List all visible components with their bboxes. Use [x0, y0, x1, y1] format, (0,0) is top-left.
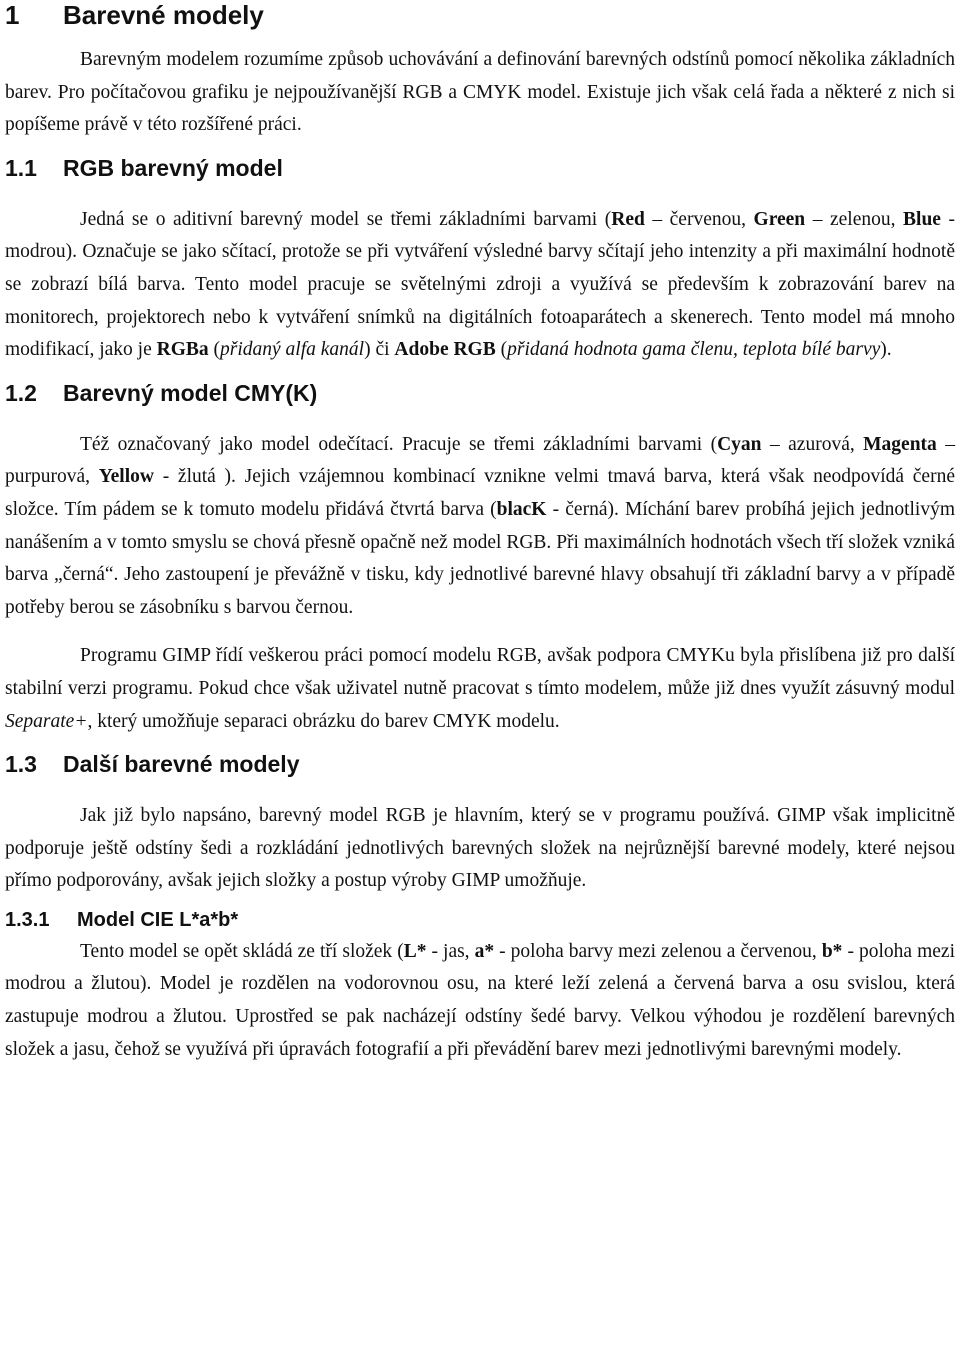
term-magenta: Magenta — [863, 433, 937, 455]
text-run: Jedná se o aditivní barevný model se třemi základními barvami ( — [80, 208, 612, 230]
text-run: – červenou, — [644, 208, 754, 230]
text-run: – zelenou, — [805, 208, 904, 230]
term-blue: Blue — [903, 208, 941, 230]
term-cyan: Cyan — [717, 433, 762, 455]
text-run: - jas, — [426, 940, 475, 962]
text-run: , který umožňuje separaci obrázku do barev CMYK modelu. — [87, 710, 560, 732]
section-number: 1.3 — [5, 751, 37, 778]
text-run: ). — [880, 339, 892, 361]
term-a: a* — [474, 940, 495, 962]
text-run: – purpurová, — [5, 433, 955, 488]
paragraph-gimp-cmyk — [5, 640, 955, 738]
text-run: – azurová, — [761, 433, 864, 455]
paragraph-other-models: Jak již bylo napsáno, barevný model RGB je hlavním, který se v programu používá. GIMP však implicitně podporuje ještě odstíny šedi a rozkládání jednotlivých barevných složek na nejrůznější barevné modely, které nejsou přímo podporovány, avšak jejich složky a postup výroby GIMP umožňuje. — [5, 805, 955, 892]
text-run: Tento model se opět skládá ze tří složek ( — [80, 940, 404, 962]
heading-section-1-3-1 — [5, 908, 955, 932]
text-run: - žlutá ). Jejich vzájemnou kombinací vznikne velmi tmavá barva, která však neodpovídá černé složce. Tím pádem se k tomuto modelu přidává čtvrtá barva ( — [5, 466, 955, 520]
text-run: - černá). Míchání barev probíhá jejich jednotlivým nanášením a v tomto smyslu se chová přesně opačně než model RGB. Při maximálních hodnotách všech tří složek vzniká barva „černá“. Jeho zastoupení je převážně v tisku, kdy jednotlivé barevné hlavy obsahují tři základní barvy a v případě potřeby berou se zásobníku s barvou černou. — [5, 498, 955, 618]
term-yellow: Yellow — [98, 466, 154, 488]
section-number: 1.3.1 — [5, 908, 50, 931]
term-green: Green — [753, 208, 806, 230]
text-run: ( — [208, 339, 221, 361]
note-rgba: přidaný alfa kanál — [220, 339, 365, 361]
term-red: Red — [611, 208, 645, 230]
term-separate-plugin: Separate+ — [5, 710, 88, 732]
section-title: Model CIE L*a*b* — [77, 908, 239, 931]
term-b: b* — [821, 940, 843, 962]
term-rgba: RGBa — [156, 339, 209, 361]
text-run: Programu GIMP řídí veškerou práci pomocí modelu RGB, avšak podpora CMYKu byla přislíbena již pro další stabilní verzi programu. Pokud chce však uživatel nutně pracovat s tímto modelem, může již dnes využít zásuvný modul — [5, 645, 955, 699]
section-title: Barevné modely — [63, 0, 264, 30]
heading-section-1-1 — [5, 154, 955, 182]
paragraph-cie-lab — [5, 936, 955, 1066]
section-number: 1 — [5, 0, 20, 30]
text-run: - poloha mezi modrou a žlutou). Model je rozdělen na vodorovnou osu, na které leží zelená a červená barva a osu svislou, která zastupuje modrou a žlutou. Uprostřed se pak nacházejí odstíny šedé barvy. Velkou výhodou je rozdělení barevných složek a jasu, čehož se využívá při úpravách fotografií a při převádění barev mezi jednotlivými barevnými modely. — [5, 940, 955, 1060]
text-run: - poloha barvy mezi zelenou a červenou, — [494, 940, 822, 962]
heading-section-1-3 — [5, 750, 955, 778]
term-adobe-rgb: Adobe RGB — [394, 339, 496, 361]
heading-section-1 — [5, 0, 955, 30]
term-black: blacK — [496, 498, 547, 520]
note-adobe-rgb: přidaná hodnota gama členu, teplota bílé barvy — [507, 339, 881, 361]
section-title: Barevný model CMY(K) — [63, 379, 318, 406]
section-title: Další barevné modely — [63, 751, 300, 778]
paragraph-rgb — [5, 204, 955, 367]
paragraph-intro: Barevným modelem rozumíme způsob uchovávání a definování barevných odstínů pomocí několika základních barev. Pro počítačovou grafiku je nejpoužívanější RGB a CMYK model. Existuje jich však celá řada a některé z nich si popíšeme právě v této rozšířené práci. — [5, 49, 955, 136]
term-l: L* — [403, 940, 427, 962]
text-run: Též označovaný jako model odečítací. Pracuje se třemi základními barvami ( — [80, 433, 718, 455]
heading-section-1-2 — [5, 379, 955, 407]
text-run: ) či — [364, 339, 395, 361]
text-run: - modrou). Označuje se jako sčítací, protože se při vytváření výsledné barvy sčítají jeho intenzity a při maximální hodnotě se zobrazí bílá barva. Tento model pracuje se světelnými zdroji a využívá se především k zobrazování barev na monitorech, projektorech nebo k vytváření snímků na digitálních fotoaparátech a skenerech. Tento model má mnoho modifikací, jako je — [5, 208, 955, 361]
paragraph-cmyk — [5, 429, 955, 625]
section-number: 1.1 — [5, 154, 37, 181]
text-run: ( — [495, 339, 508, 361]
section-number: 1.2 — [5, 379, 37, 406]
section-title: RGB barevný model — [63, 154, 283, 181]
